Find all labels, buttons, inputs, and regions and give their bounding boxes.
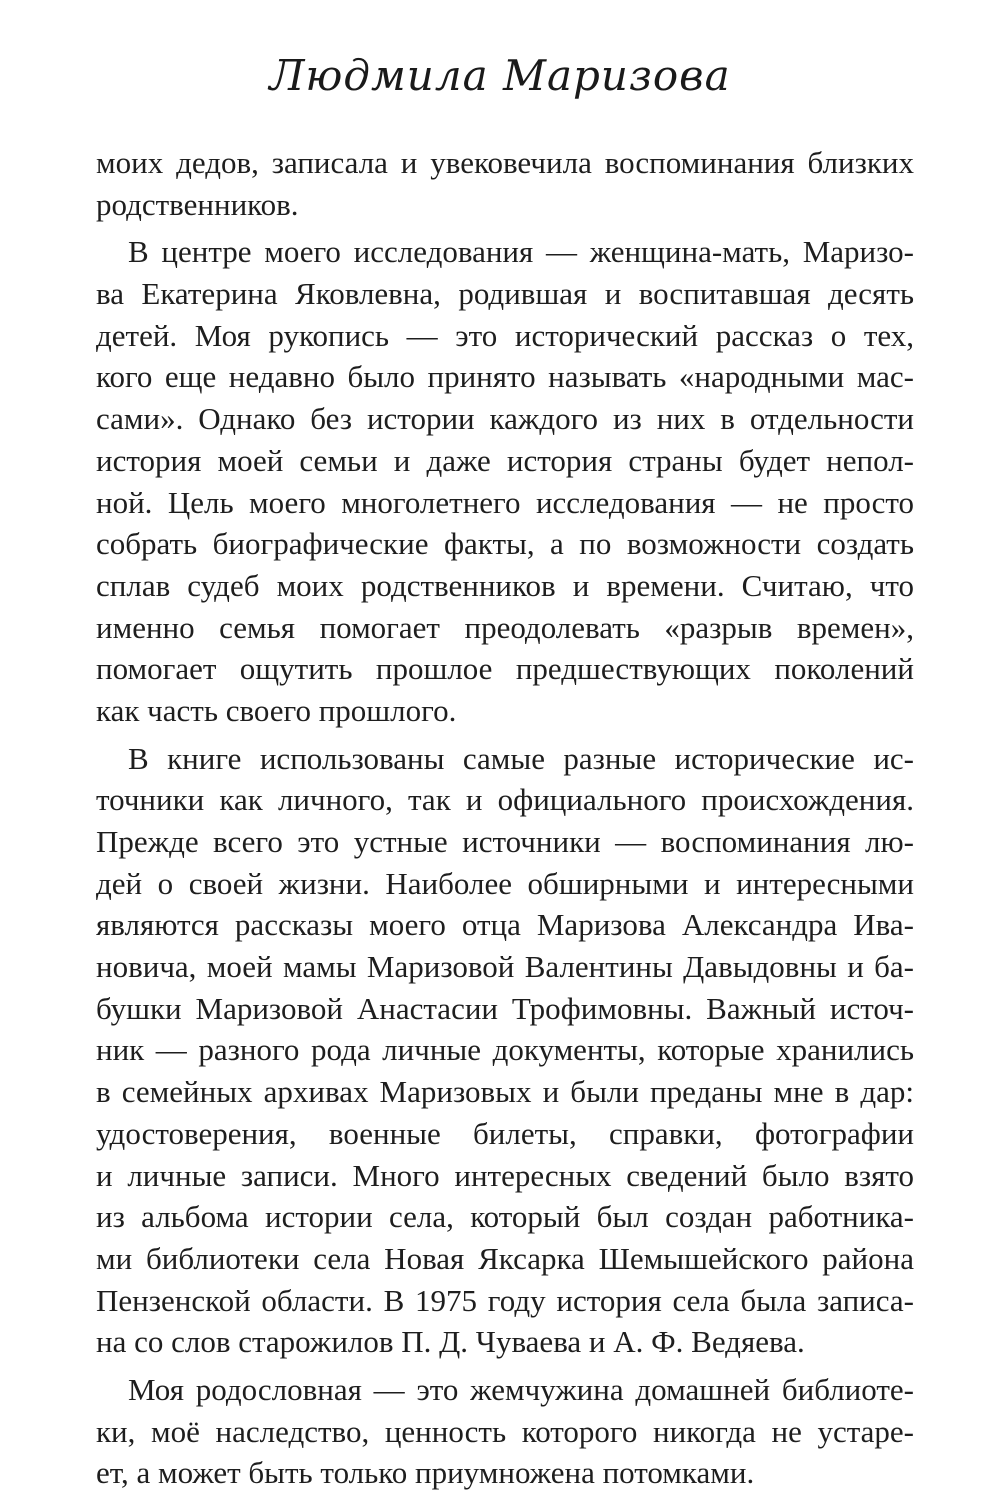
paragraph [96,738,914,1363]
text-line: моих дедов, записала и увековечила воспоминания близких [96,145,914,180]
text-line: ми библиотеки села Новая Яксарка Шемышейского района [96,1240,914,1276]
text-line: история моей семьи и даже история страны будет непол- [96,442,914,478]
text-line: на со слов старожилов П. Д. Чуваева и А. Ф. Ведяева. [96,1324,805,1360]
text-line: помогает ощутить прошлое предшествующих поколений [96,651,914,687]
text-line: Пензенской области. В 1975 году история села была записа- [96,1282,914,1318]
text-line: родственников. [96,186,299,222]
text-line: бушки Маризовой Анастасии Трофимовны. Важный источ- [96,990,914,1026]
text-line: ной. Цель моего многолетнего исследования — не просто [96,484,914,520]
text-line: В центре моего исследования — женщина-мать, Маризо- [128,234,914,270]
text-line: ет, а может быть только приумножена потомками. [96,1455,755,1491]
text-line: ки, моё наследство, ценность которого никогда не устаре- [96,1413,914,1449]
text-line: сплав судеб моих родственников и времени. Считаю, что [96,567,914,603]
text-line: кого еще недавно было принято называть «народными мас- [96,359,914,395]
text-line: ва Екатерина Яковлевна, родившая и воспитавшая десять [96,276,914,312]
text-line: В книге использованы самые разные исторические ис- [128,740,914,776]
text-line: из альбома истории села, который был создан работника- [96,1199,914,1235]
text-line: ник — разного рода личные документы, которые хранились [96,1032,914,1068]
text-line: детей. Моя рукопись — это исторический рассказ о тех, [96,317,914,353]
text-line: Прежде всего это устные источники — воспоминания лю- [96,824,914,859]
running-head-author: Людмила Маризова [269,51,731,100]
text-line: и личные записи. Много интересных сведений было взято [96,1157,914,1193]
text-line: собрать биографические факты, а по возможности создать [96,526,914,562]
paragraph [96,1369,914,1494]
text-line: являются рассказы моего отца Маризова Александра Ива- [96,907,914,943]
text-line: новича, моей мамы Маризовой Валентины Давыдовны и ба- [96,949,914,985]
text-line: именно семья помогает преодолевать «разрыв времен», [96,609,914,645]
text-line: Моя родословная — это жемчужина домашней библиоте- [128,1371,914,1407]
text-line: в семейных архивах Маризовых и были преданы мне в дар: [96,1074,914,1110]
paragraph [96,231,914,731]
text-line: точники как личного, так и официального происхождения. [96,782,914,818]
paragraph [96,142,914,225]
text-line: как часть своего прошлого. [96,692,457,728]
body-text [96,142,914,1494]
text-line: удостоверения, военные билеты, справки, фотографии [96,1115,914,1151]
text-line: сами». Однако без истории каждого из них в отдельности [96,401,914,437]
text-line: дей о своей жизни. Наиболее обширными и интересными [96,865,914,901]
